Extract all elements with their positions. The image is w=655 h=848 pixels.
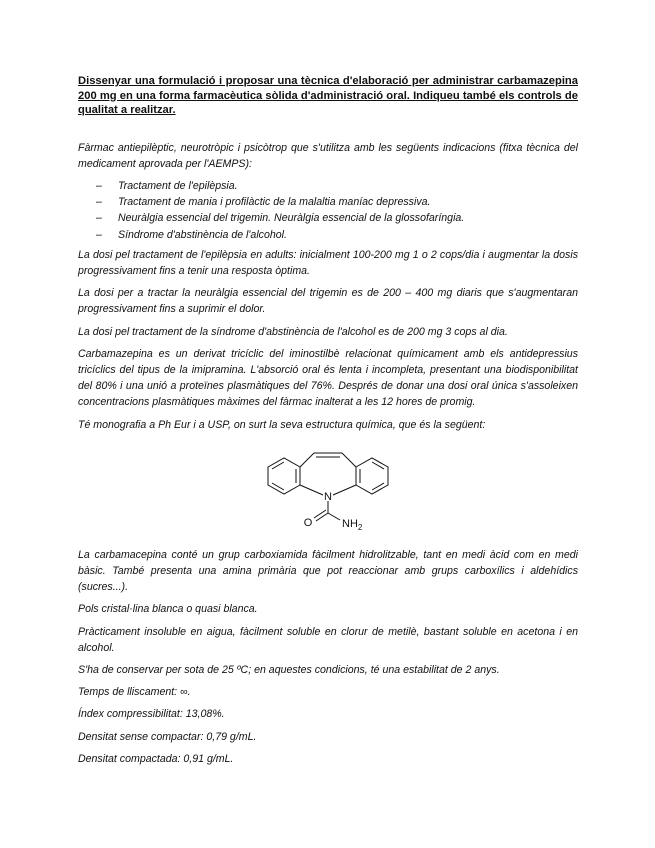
bullet-dash: – <box>96 179 102 192</box>
indications-list <box>78 178 578 243</box>
storage-paragraph: S'ha de conservar per sota de 25 ºC; en aquestes condicions, té una estabilitat de 2 anys. <box>78 663 500 676</box>
oxygen-label: O <box>303 516 313 529</box>
tapped-density: Densitat compactada: 0,91 g/mL. <box>78 752 234 765</box>
dose-epilepsy-paragraph: La dosi pel tractament de l'epilèpsia en adults: inicialment 100-200 mg 1 o 2 cops/dia i augmentar la dosis progressivament fins a tenir una resposta òptima. <box>78 248 578 277</box>
flow-time: Temps de lliscament: ∞. <box>78 686 191 699</box>
right-benzene-ring <box>356 458 388 494</box>
nitrogen-label: N <box>324 490 332 503</box>
list-item: – Síndrome d'abstinència de l'alcohol. <box>96 227 578 243</box>
assignment-heading: Dissenyar una formulació i proposar una tècnica d'elaboració per administrar carbamazepina 200 mg en una forma farmacèutica sòlida d'administració oral. Indiqueu també els controls de qualitat a realitzar. <box>78 75 578 116</box>
list-item: – Tractament de l'epilèpsia. <box>96 178 578 194</box>
dose-neuralgia-paragraph: La dosi per a tractar la neuràlgia essencial del trigemin es de 200 – 400 mg diaris que s'augmentaran progressivament fins a suprimir el dolor. <box>78 287 578 316</box>
left-benzene-ring <box>268 458 300 494</box>
intro-paragraph: Fàrmac antiepilèptic, neurotròpic i psicòtrop que s'utilitza amb les següents indicacions (fitxa tècnica del medicament aprovada per l'AEMPS): <box>78 141 578 170</box>
monograph-paragraph: Té monografia a Ph Eur i a USP, on surt la seva estructura química, que és la següent: <box>78 418 486 431</box>
dose-alcohol-paragraph: La dosi pel tractament de la síndrome d'abstinència de l'alcohol es de 200 mg 3 cops al dia. <box>78 325 508 338</box>
solubility-paragraph: Pràcticament insoluble en aigua, fàcilment soluble en clorur de metilè, bastant soluble en acetona i en alcohol. <box>78 625 578 654</box>
stability-note-paragraph: La carbamacepina conté un grup carboxiamida fàcilment hidrolitzable, tant en medi àcid com en medi bàsic. També presenta una amina primària que pot reaccionar amb grups carboxílics i aldehídics (sucres...). <box>78 548 578 594</box>
powder-description: Pols cristal·lina blanca o quasi blanca. <box>78 603 258 616</box>
compressibility-index: Índex compressibilitat: 13,08%. <box>78 708 225 721</box>
document-page <box>78 74 578 773</box>
amine-label: $NH_2$ <box>342 517 363 532</box>
bullet-dash: – <box>96 228 102 241</box>
bullet-dash: – <box>96 212 102 225</box>
list-item: – Tractament de mania i profilàctic de la malaltia maníac depressiva. <box>96 194 578 210</box>
bullet-dash: – <box>96 196 102 209</box>
description-paragraph: Carbamazepina es un derivat tricíclic del iminostilbè relacionat químicament amb els antidepressius tricíclics del tipus de la imipramina. L'absorció oral és lenta i incompleta, presentant una biodisponibilitat del 80% i una unió a proteïnes plasmàtiques del 76%. Després de donar una dosi oral única s'assoleixen concentracions plasmàtiques màximes del fàrmac inalterat a les 12 hores de promig. <box>78 347 578 409</box>
carbamazepine-structure <box>248 437 408 537</box>
list-item: – Neuràlgia essencial del trigemin. Neuràlgia essencial de la glossofaríngia. <box>96 210 578 226</box>
bulk-density: Densitat sense compactar: 0,79 g/mL. <box>78 730 257 743</box>
